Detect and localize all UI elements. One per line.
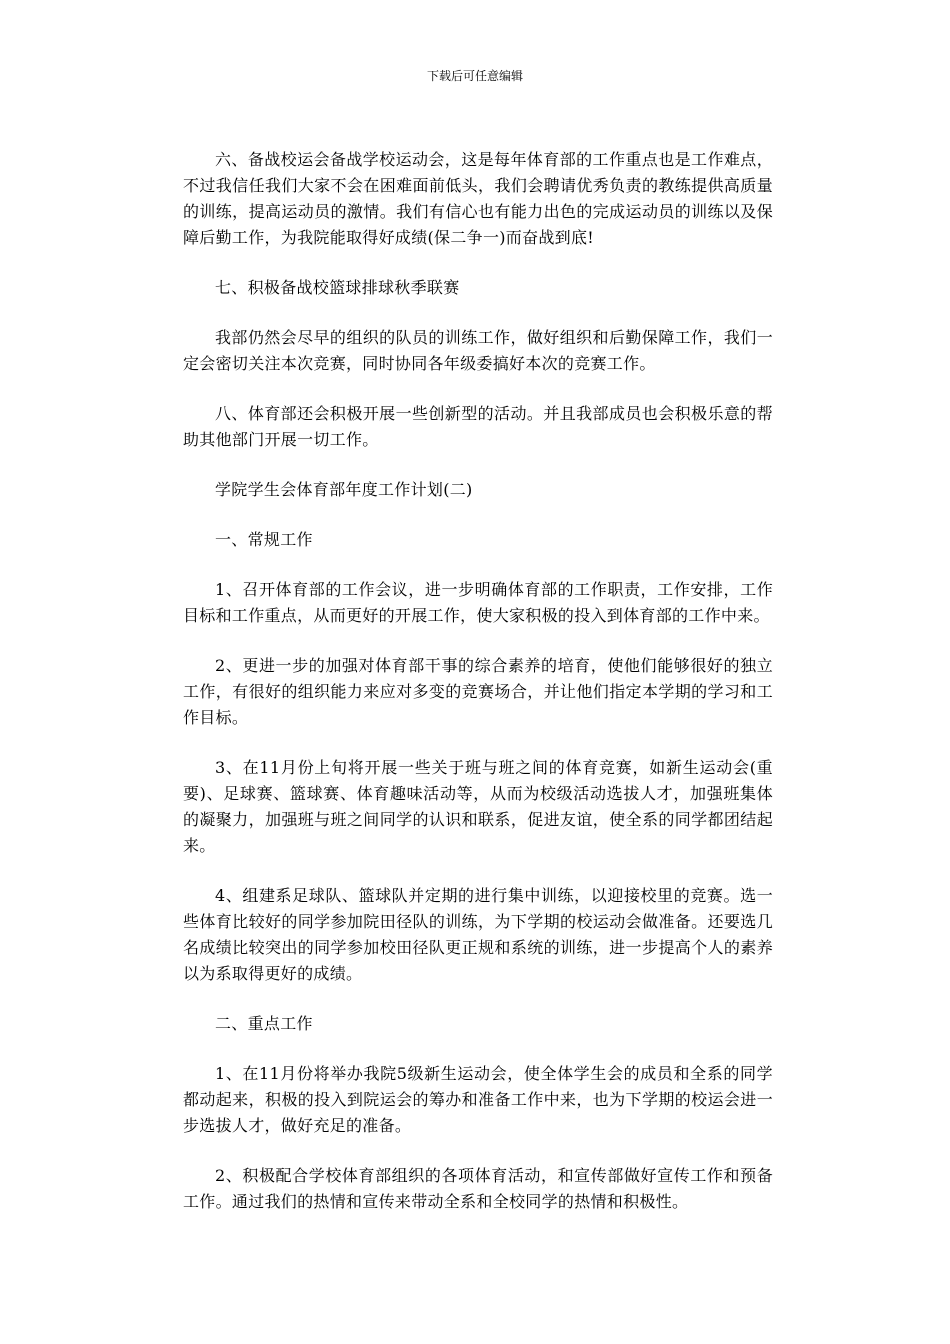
- heading-key-work: 二、重点工作: [215, 1014, 313, 1033]
- paragraph-routine-item-3: 3、在11月份上旬将开展一些关于班与班之间的体育竞赛，如新生运动会(重要)、足球赛、篮球赛、体育趣味活动等，从而为校级活动选拔人才，加强班集体的凝聚力，加强班与班之间同学的认识和联系，促进友谊，使全系的同学都团结起来。: [183, 758, 773, 855]
- paragraph-section-six: 六、备战校运会备战学校运动会，这是每年体育部的工作重点也是工作难点，不过我信任我们大家不会在困难面前低头，我们会聘请优秀负责的教练提供高质量的训练，提高运动员的激情。我们有信心也有能力出色的完成运动员的训练以及保障后勤工作，为我院能取得好成绩(保二争一)而奋战到底!: [183, 150, 773, 247]
- paragraph-section-seven-body: 我部仍然会尽早的组织的队员的训练工作，做好组织和后勤保障工作，我们一定会密切关注本次竞赛，同时协同各年级委搞好本次的竞赛工作。: [183, 328, 773, 373]
- paragraph-routine-item-1: 1、召开体育部的工作会议，进一步明确体育部的工作职责，工作安排，工作目标和工作重点，从而更好的开展工作，使大家积极的投入到体育部的工作中来。: [183, 580, 773, 625]
- paragraph-key-item-2: 2、积极配合学校体育部组织的各项体育活动，和宣传部做好宣传工作和预备工作。通过我们的热情和宣传来带动全系和全校同学的热情和积极性。: [183, 1166, 773, 1211]
- paragraph-routine-item-4: 4、组建系足球队、篮球队并定期的进行集中训练，以迎接校里的竞赛。选一些体育比较好的同学参加院田径队的训练，为下学期的校运动会做准备。还要选几名成绩比较突出的同学参加校田径队更正规和系统的训练，进一步提高个人的素养以为系取得更好的成绩。: [183, 886, 773, 983]
- page-header: 下载后可任意编辑: [426, 69, 523, 83]
- paragraph-key-item-1: 1、在11月份将举办我院5级新生运动会，使全体学生会的成员和全系的同学都动起来，积极的投入到院运会的筹办和准备工作中来，也为下学期的校运会进一步选拔人才，做好充足的准备。: [183, 1064, 773, 1135]
- heading-routine-work: 一、常规工作: [215, 530, 313, 549]
- paragraph-section-eight: 八、体育部还会积极开展一些创新型的活动。并且我部成员也会积极乐意的帮助其他部门开展一切工作。: [183, 404, 773, 449]
- heading-section-seven: 七、积极备战校篮球排球秋季联赛: [215, 278, 460, 297]
- plan-two-title: 学院学生会体育部年度工作计划(二): [215, 480, 473, 499]
- document-body: [183, 147, 773, 1239]
- paragraph-routine-item-2: 2、更进一步的加强对体育部干事的综合素养的培育，使他们能够很好的独立工作，有很好的组织能力来应对多变的竞赛场合，并让他们指定本学期的学习和工作目标。: [183, 656, 773, 727]
